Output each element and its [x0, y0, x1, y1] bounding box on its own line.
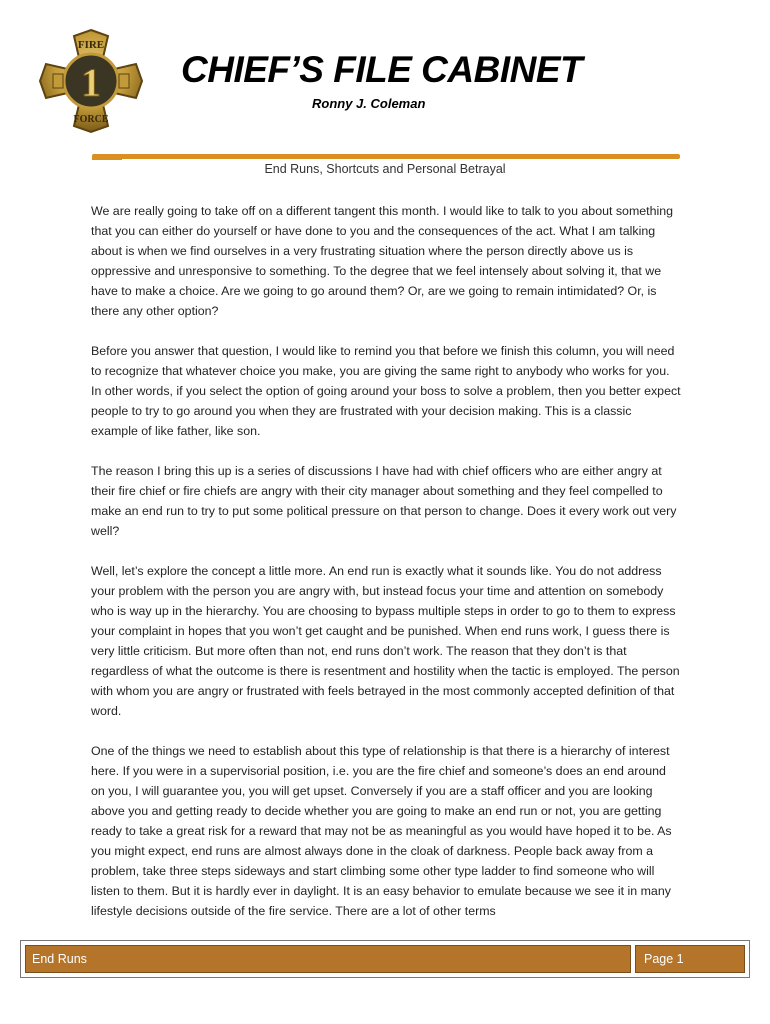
logo-top-text: FIRE [77, 39, 105, 51]
paragraph: Well, let’s explore the concept a little more. An end run is exactly what it sounds like. You do not address your problem with the person you are angry with, but instead focus your time and attention on somebody who is way up in the hierarchy. You are choosing to bypass multiple steps in order to go to them to express your complaint in hopes that you won’t get caught and be punished. When end runs work, I guess there is very little criticism. But more often than not, end runs don’t work. The reason that they don’t is that regardless of what the outcome is there is resentment and hostility when the tactic is employed. The person with whom you are angry or frustrated with feels betrayed in the most commonly accepted definition of that word. [91, 564, 680, 718]
logo-bottom-text: FORCE [73, 114, 109, 125]
author-name: Ronny J. Coleman [312, 96, 426, 111]
paragraph: One of the things we need to establish about this type of relationship is that there is a hierarchy of interest here. If you were in a supervisorial position, i.e. you are the fire chief and someone’s does an end around on you, I will guarantee you, you will get upset. Conversely if you are a staff officer and you are looking above you and getting ready to decide whether you are going to make an end run or not, you are getting ready to take a great risk for a reward that may not be as meaningful as you would have hoped it to be. As you might expect, end runs are almost always done in the cloak of darkness. People back away from a problem, take three steps sideways and start climbing some other type ladder to find someone who will listen to them. But it is hardly ever in daylight. It is an easy behavior to emulate because we see it in many lifestyle decisions outside of the fire service. There are a lot of other terms [91, 744, 672, 918]
paragraph: We are really going to take off on a different tangent this month. I would like to talk to you about something that you can either do yourself or have done to you and the consequences of the act. What I am talking about is when we find ourselves in a very frustrating situation where the person directly above us is oppressive and unresponsive to something. To the degree that we feel intensely about solving it, that we have to make a choice. Are we going to go around them? Or, are we going to remain intimidated? Or, is there any other option? [91, 204, 674, 318]
masthead-title: CHIEF’S FILE CABINET [181, 49, 583, 90]
header-rule [92, 154, 680, 159]
header-rule-accent [92, 158, 122, 160]
fire-force-logo [36, 26, 146, 136]
paragraph: The reason I bring this up is a series of discussions I have had with chief officers who are either angry at their fire chief or fire chiefs are angry with their city manager about something and they feel compelled to make an end run to try to put some political pressure on that person to change. Does it every work out very well? [91, 464, 677, 538]
page-number: Page 1 [635, 945, 745, 973]
logo-center-text: 1 [81, 60, 101, 105]
article-subtitle: End Runs, Shortcuts and Personal Betrayal [264, 162, 506, 176]
paragraph: Before you answer that question, I would like to remind you that before we finish this column, you will need to recognize that whatever choice you make, you are giving the same right to anybody who works for you. In other words, if you select the option of going around your boss to solve a problem, then you better expect people to try to go around you when they are frustrated with your decision making. This is a classic example of like father, like son. [91, 344, 681, 438]
footer-section-label: End Runs [25, 945, 631, 973]
page-footer [20, 940, 750, 978]
article-body [91, 201, 681, 941]
